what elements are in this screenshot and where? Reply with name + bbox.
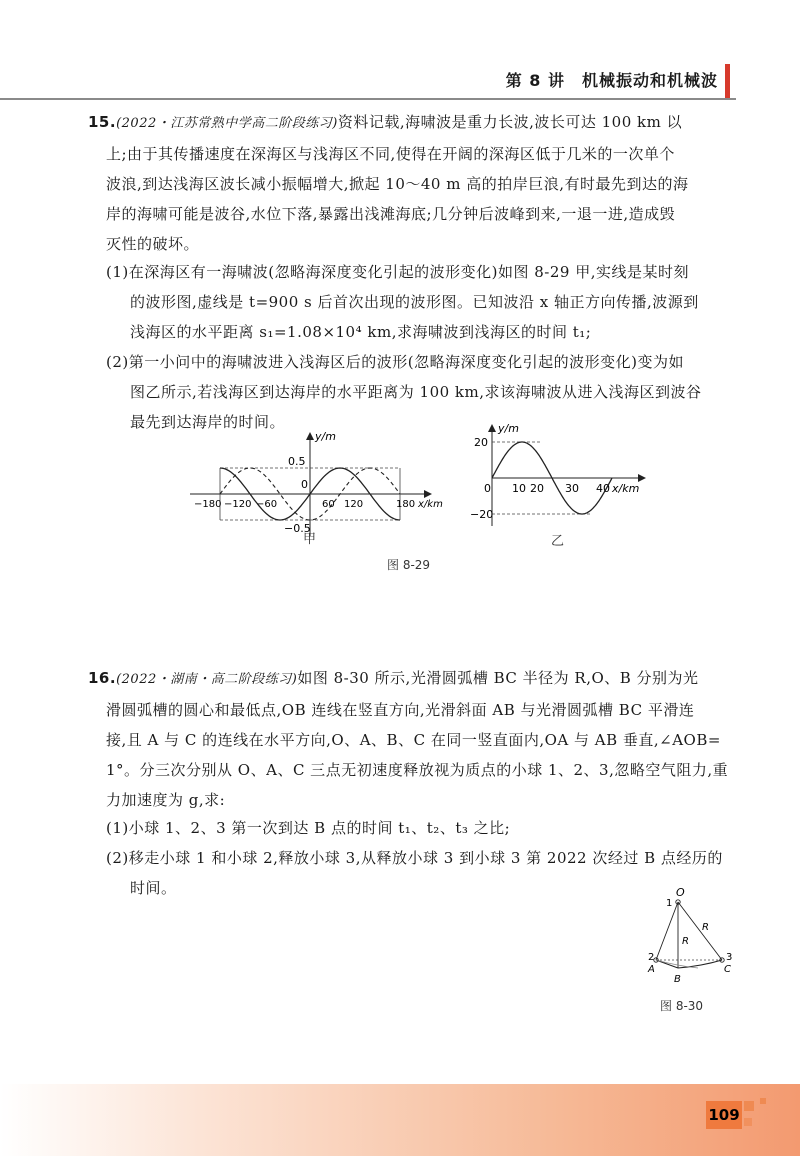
footer-deco (744, 1101, 754, 1111)
q16-line: 接,且 A 与 C 的连线在水平方向,O、A、B、C 在同一竖直面内,OA 与 AB 垂直,∠AOB= (106, 731, 721, 749)
x-tick-label: −180 (194, 499, 222, 510)
page-number: 109 (706, 1101, 742, 1129)
q15-part1 (106, 257, 746, 347)
q16-line: 滑圆弧槽的圆心和最低点,OB 连线在竖直方向,光滑斜面 AB 与光滑圆弧槽 BC 平滑连 (106, 701, 695, 719)
q16-p1-line: (1)小球 1、2、3 第一次到达 B 点的时间 t₁、t₂、t₃ 之比; (106, 819, 511, 837)
label-C: C (724, 964, 731, 975)
x-tick-label: 10 (512, 482, 526, 495)
q16-number: 16. (88, 669, 117, 687)
q15-line: 上;由于其传播速度在深海区与浅海区不同,使得在开阔的深海区低于几米的一次单个 (106, 145, 675, 163)
x-axis-arrow (638, 474, 646, 482)
label-3: 3 (726, 952, 733, 963)
q16-p2-line: 时间。 (130, 879, 177, 897)
caption-yi: 乙 (551, 534, 565, 549)
footer-band (0, 1084, 800, 1156)
q15-p2-line: (2)第一小问中的海啸波进入浅海区后的波形(忽略海深度变化引起的波形变化)变为如 (106, 353, 684, 371)
y-axis-label: y/m (498, 422, 519, 435)
y-axis-label: y/m (315, 430, 336, 443)
header-accent-bar (725, 64, 730, 98)
label-R-right: R (702, 922, 709, 933)
label-R-center: R (682, 936, 689, 947)
x-tick-label: −60 (256, 499, 278, 510)
q16-p2-line: (2)移走小球 1 和小球 2,释放小球 3,从释放小球 3 到小球 3 第 2022 次经过 B 点经历的 (106, 849, 723, 867)
y-axis-arrow (488, 424, 496, 432)
label-2: 2 (648, 952, 655, 963)
q15-p1-line: (1)在深海区有一海啸波(忽略海深度变化引起的波形变化)如图 8-29 甲,实线是某时刻 (106, 263, 689, 281)
q15-source: (2022・江苏常熟中学高二阶段练习) (116, 116, 338, 131)
y-tick-neg: −0.5 (284, 522, 311, 535)
origin-label: 0 (484, 482, 491, 495)
x-axis-label: x/km (612, 482, 640, 495)
x-tick-label: −120 (224, 499, 252, 510)
figure-8-29-yi (470, 420, 650, 530)
q16-line: 1°。分三次分别从 O、A、C 三点无初速度释放视为质点的小球 1、2、3,忽略空气阻力,重 (106, 761, 729, 779)
line-OC (678, 902, 722, 960)
x-tick-label: 40 (596, 482, 610, 495)
label-1: 1 (666, 898, 673, 909)
q15-line: 灭性的破坏。 (106, 235, 200, 253)
q16-part1 (106, 813, 746, 843)
label-B: B (674, 974, 681, 985)
x-tick-label: 120 (344, 499, 364, 510)
label-A: A (648, 964, 655, 975)
arc-BC (678, 960, 722, 968)
q15-line: 岸的海啸可能是波谷,水位下落,暴露出浅滩海底;几分钟后波峰到来,一退一进,造成毁 (106, 205, 676, 223)
x-axis-arrow (424, 490, 432, 498)
q15-line: 波浪,到达浅海区波长减小振幅增大,掀起 10～40 m 高的拍岸巨浪,有时最先到达的海 (106, 175, 689, 193)
y-tick-pos: 0.5 (288, 455, 306, 468)
x-tick-label: 60 (322, 499, 335, 510)
header-rule (0, 98, 736, 100)
q15-intro (88, 107, 748, 259)
figure-caption-8-30: 图 8-30 (660, 999, 704, 1013)
y-tick-neg: −20 (470, 508, 494, 521)
q16-source: (2022・湖南・高二阶段练习) (116, 672, 298, 687)
caption-jia: 甲 (303, 532, 317, 547)
q16-line: 如图 8-30 所示,光滑圆弧槽 BC 半径为 R,O、B 分别为光 (297, 669, 699, 687)
y-axis-arrow (306, 432, 314, 440)
footer-deco (760, 1098, 766, 1104)
x-tick-label: 30 (565, 482, 579, 495)
chapter-title: 第 8 讲 机械振动和机械波 (505, 71, 718, 90)
footer-deco (744, 1118, 752, 1126)
label-O: O (676, 886, 685, 899)
q15-p1-line: 浅海区的水平距离 s₁=1.08×10⁴ km,求海啸波到浅海区的时间 t₁; (130, 323, 592, 341)
page-header (0, 64, 800, 104)
q16-line: 力加速度为 g,求: (106, 791, 226, 809)
q15-line: 资料记载,海啸波是重力长波,波长可达 100 km 以 (337, 113, 683, 131)
q15-number: 15. (88, 113, 117, 131)
figure-8-30 (640, 886, 736, 994)
q15-part2 (106, 347, 746, 437)
origin-label: 0 (301, 478, 308, 491)
y-tick-pos: 20 (474, 436, 488, 449)
x-tick-label: 20 (530, 482, 544, 495)
q15-p2-line: 最先到达海岸的时间。 (130, 413, 286, 431)
line-OA (656, 902, 678, 960)
q15-p2-line: 图乙所示,若浅海区到达海岸的水平距离为 100 km,求该海啸波从进入浅海区到波谷 (130, 383, 702, 401)
q16-intro (88, 663, 748, 815)
x-axis-label: x/km (418, 499, 443, 510)
x-tick-label: 180 (396, 499, 416, 510)
figure-caption-8-29: 图 8-29 (387, 558, 431, 572)
q15-p1-line: 的波形图,虚线是 t=900 s 后首次出现的波形图。已知波沿 x 轴正方向传播,波源到 (130, 293, 699, 311)
